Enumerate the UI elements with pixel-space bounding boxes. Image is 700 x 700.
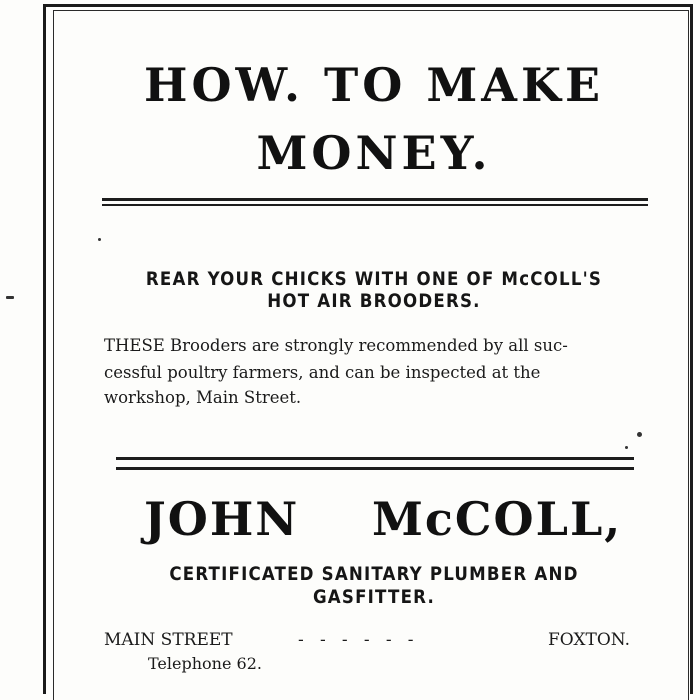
body-line-1: THESE Brooders are strongly recommended by all suc- <box>104 336 568 355</box>
print-speck <box>625 446 628 449</box>
body-line-2: cessful poultry farmers, and can be inspected at the <box>104 363 541 382</box>
divider-top-thin <box>102 204 648 206</box>
telephone: Telephone 62. <box>148 654 262 673</box>
trade-title-line-2: GASFITTER. <box>312 587 436 608</box>
subhead-line-2: HOT AIR BROODERS. <box>267 291 481 312</box>
address-town: FOXTON. <box>548 630 631 650</box>
body-line-3: workshop, Main Street. <box>104 388 302 407</box>
print-speck <box>6 296 14 299</box>
headline-line-2: MONEY. <box>256 126 492 180</box>
business-first-name: JOHN <box>144 492 300 546</box>
address-leader-dashes: - - - - - - <box>298 630 414 650</box>
print-speck <box>98 238 101 241</box>
print-speck <box>637 432 642 437</box>
divider-top-thick <box>102 198 648 201</box>
trade-title-line-1: CERTIFICATED SANITARY PLUMBER AND <box>169 564 579 585</box>
business-last-name: McCOLL, <box>372 492 623 546</box>
divider-mid-thick <box>116 457 634 460</box>
subhead-line-1: REAR YOUR CHICKS WITH ONE OF McCOLL'S <box>145 269 603 290</box>
divider-mid-thin <box>116 467 634 470</box>
address-street: MAIN STREET <box>104 630 233 650</box>
headline-line-1: HOW. TO MAKE <box>143 58 605 112</box>
